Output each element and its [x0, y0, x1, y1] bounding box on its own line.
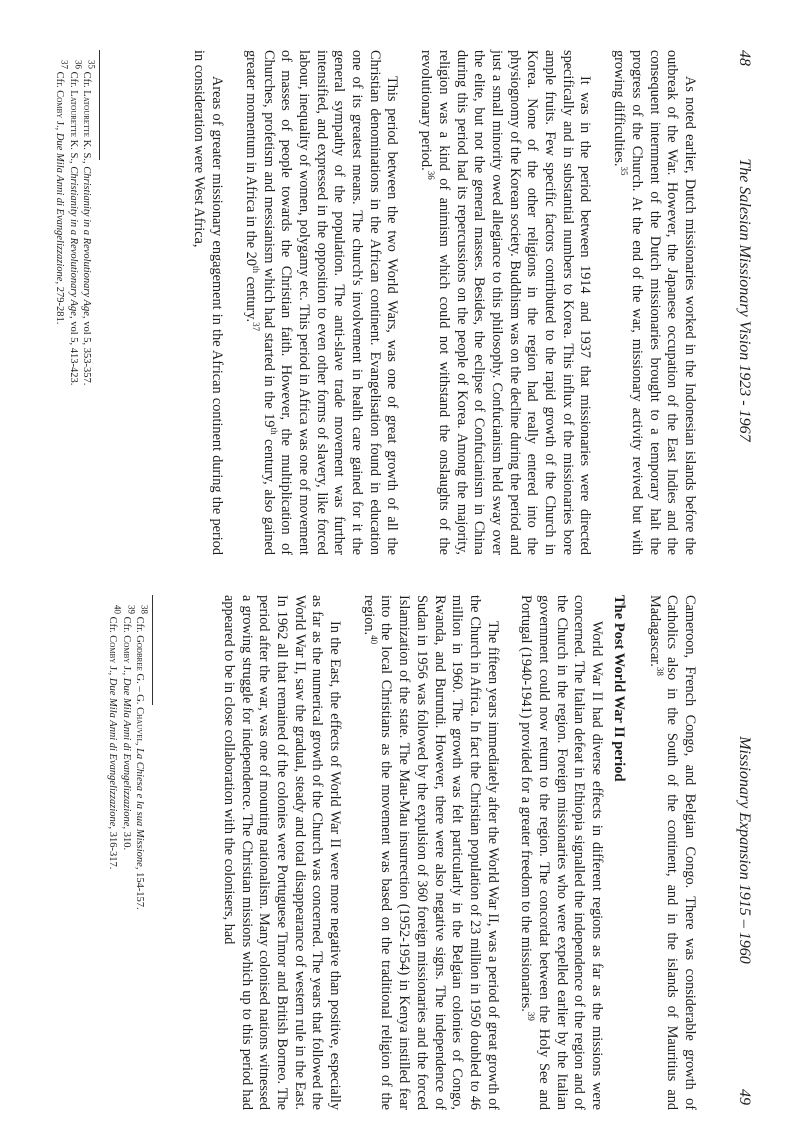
left-footnotes	[53, 50, 100, 555]
right-running-head	[731, 595, 753, 1105]
paragraph: As noted earlier, Dutch missionaries worked in the Indonesian islands before the outbreak of the War. However, the Japanese occupation of the East Indies and the consequent internment of the Dutch missionaries brought to a temporary halt the progress of the Church. At the end of the war, missionary activity revived but with growing difficulties.$^{35}$	[611, 50, 698, 555]
footnote: $^{40}$ Cfr. Comby J., Due Mila Anni di Evangelizzazione, 316-317.	[107, 605, 123, 870]
footnote: $^{35}$ Cfr. Latourette K. S., Christianity in a Revolutionary Age, vol 5, 353-357.	[81, 60, 97, 386]
footnote: $^{39}$ Cfr. Comby J., Due Mila Anni di Evangelizzazione, 310.	[120, 605, 137, 851]
left-running-head	[731, 50, 753, 550]
paragraph: It was in the period between 1914 and 1937 that missionaries were directed specifically and in substantial numbers to Korea. This influx of the missionaries bore ample fruits. Few specific factors contributed to the rapid growth of the Church in Korea. None of the other religions in the region had really entered into the physiognomy of the Korean society. Buddhism was on the decline during the period and just a small minority owed allegiance to this philosophy. Confucianism held sway over the elite, but not the general masses. Besides, the eclipse of Confucianism in China during this period had its repercussions on the people of Korea. Among the majority, religion was a kind of animism which could not withstand the onslaughts of the revolutionary period.$^{36}$	[418, 50, 594, 555]
footnote: $^{36}$ Cfr. Latourette K. S., Christianity in a Revolutionary Age, vol 5, 413-423.	[67, 60, 84, 386]
left-body-text	[190, 50, 698, 555]
footnote-ref[interactable]: 40	[368, 635, 379, 645]
footnote-ref[interactable]: 38	[654, 666, 665, 676]
paragraph: This period between the two World Wars, was one of great growth of all the Christian denominations in the African continent. Evangelisation found in education one of its greatest means. The church's involvement in health care gained for it the general sympathy of the population. The anti-slave trade movement was further intensified, and expressed in the opposition to even other forms of slavery, like forced labour, inequality of women, polygamy etc. This period in Africa was one of movement of masses of people towards the Christian faith. However, the multiplication of Churches, profetism and messianism which had started in the 19th century, also gained greater momentum in Africa in the 20th century.$^{37}$	[242, 50, 401, 555]
paragraph: In the East, the effects of World War II were more negative than positive, especially as far as the numerical growth of the Church was concerned. The years that followed the World War II, saw the gradual, steady and total disappearance of western rule in the East. In 1962 all that remained of the colonies were Portuguese Timor and British Borneo. The period after the war, was one of mounting nationalism. Many colonised nations witnessed a growing struggle for independence. The Christian missions which up to this period had appeared to be in close collaboration with the colonisers, had	[220, 595, 344, 1110]
paragraph: Cameroon, French Congo, and Belgian Congo. There was considerable growth of Catholics also in the South of the continent, and in the islands of Mauritius and Madagascar.$^{38}$	[646, 595, 698, 1110]
running-title: Missionary Expansion 1915 – 1960	[736, 736, 753, 964]
footnote-ref[interactable]: 36	[425, 170, 436, 180]
footnote-ref[interactable]: 39	[526, 1011, 537, 1021]
footnote-divider	[99, 50, 100, 160]
footnote: $^{38}$ Cfr. Godbree G. – G. Chauvel, La Chiesa e la sua Missione, 154-157.	[134, 605, 150, 910]
right-page	[0, 585, 793, 1115]
right-body-text	[219, 595, 698, 1110]
paragraph: Areas of greater missionary engagement in the African continent during the period in consideration were West Africa,	[191, 50, 226, 555]
running-title: The Salesian Missionary Vision 1923 - 1967	[736, 158, 753, 442]
footnote-divider	[152, 595, 153, 705]
footnote: $^{37}$ Cfr. Comby J., Due Mila Anni di Evangelizzazione, 279-281.	[54, 60, 70, 325]
page-number: 48	[736, 50, 753, 66]
section-heading: The Post World War II period	[610, 595, 627, 782]
paragraph: The fifteen years immediately after the World War II, was a period of great growth of the Church in Africa. In fact the Christian population of 23 million in 1950 doubled to 46 million in 1960. The growth was felt particularly in the Belgian colonies of Congo, Rwanda, and Burundi. However, there were also negative signs. The independence of Sudan in 1956 was followed by the expulsion of 360 foreign missionaries and the forced Islamization of the state. The Mau-Mau insurrection (1952-1954) in Kenya instilled fear into the local Christians as the movement was based on the traditional religion of the region.$^{40}$	[360, 595, 501, 1110]
right-footnotes	[106, 595, 153, 1100]
paragraph: World War II had diverse effects in different regions as far as the missions were concerned. The Italian defeat in Ethiopia signalled the independence of the region and of the Church in the region. Foreign missionaries who were expelled earlier by the Italian government could now return to the region. The concordat between the Holy See and Portugal (1940-1941) provided for a greater freedom to the missionaries.$^{39}$	[518, 595, 606, 1110]
page-number: 49	[736, 1089, 753, 1105]
footnote-ref[interactable]: 37	[250, 322, 261, 332]
footnote-ref[interactable]: 35	[618, 166, 629, 176]
left-page	[0, 40, 793, 560]
